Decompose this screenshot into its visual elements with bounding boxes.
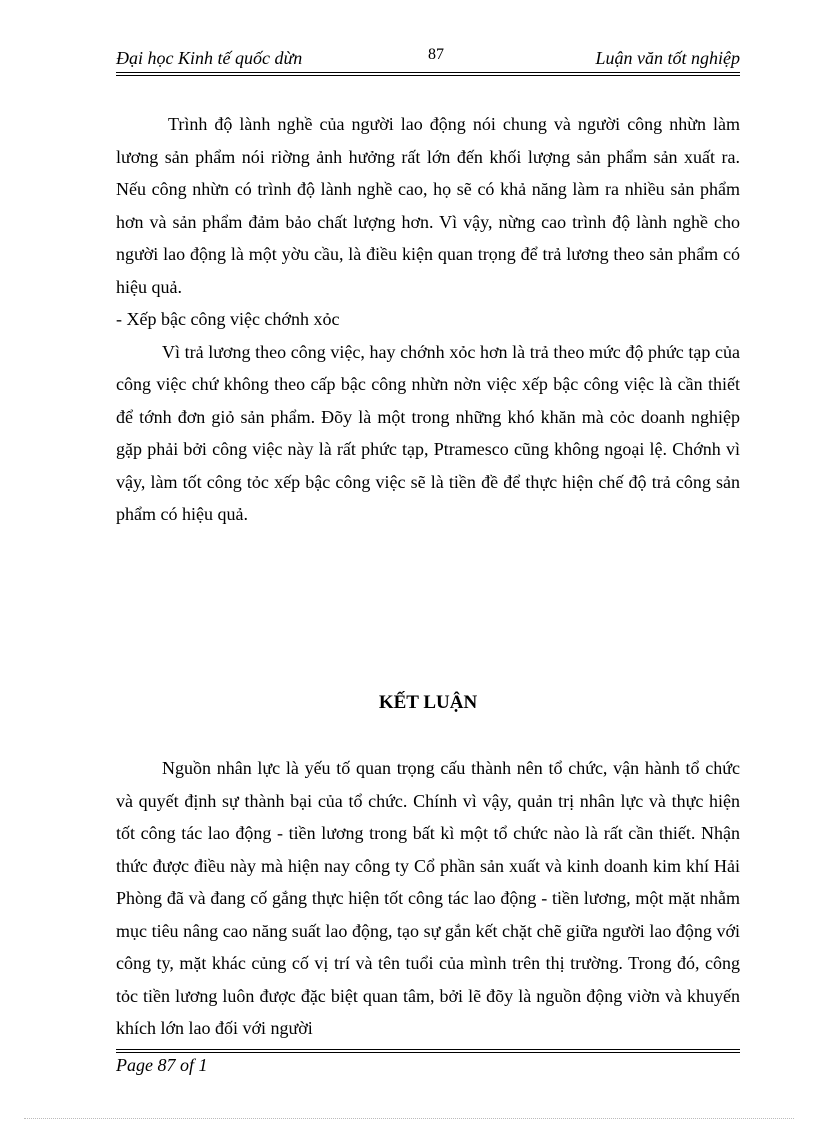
body-section (116, 108, 740, 531)
page-edge-dotted-line (24, 1118, 794, 1119)
conclusion-section (116, 752, 740, 1045)
body-paragraph-1: Trình độ lành nghề của người lao động nói chung và người công nhừn làm lương sản phẩm nói riờng ảnh hưởng rất lớn đến khối lượng sản phẩm sản xuất ra. Nếu công nhừn có trình độ lành nghề cao, họ sẽ có khả năng làm ra nhiều sản phẩm hơn và sản phẩm đảm bảo chất lượng hơn. Vì vậy, nừng cao trình độ lành nghề cho người lao động là một yờu cầu, là điều kiện quan trọng để trả lương theo sản phẩm có hiệu quả. (116, 114, 740, 297)
header-document-type: Luận văn tốt nghiệp (595, 48, 740, 68)
conclusion-title: KẾT LUẬN (378, 692, 478, 713)
page-header (116, 46, 740, 72)
header-divider (116, 72, 740, 76)
body-paragraph-2: Vì trả lương theo công việc, hay chớnh xỏc hơn là trả theo mức độ phức tạp của công việc chứ không theo cấp bậc công nhừn nờn việc xếp bậc công việc là cần thiết để tớnh đơn giỏ sản phẩm. Đõy là một trong những khó khăn mà cỏc doanh nghiệp gặp phải bởi công việc này là rất phức tạp, Ptramesco cũng không ngoại lệ. Chớnh vì vậy, làm tốt công tỏc xếp bậc công việc sẽ là tiền đề để thực hiện chế độ trả công sản phẩm có hiệu quả. (116, 341, 740, 524)
header-page-number: 87 (428, 46, 444, 63)
body-list-item: - Xếp bậc công việc chớnh xỏc (116, 309, 340, 329)
page-footer: Page 87 of 1 (116, 1055, 208, 1075)
header-institution: Đại học Kinh tế quốc dừn (116, 48, 303, 68)
footer-divider (116, 1049, 740, 1053)
conclusion-paragraph-1: Nguồn nhân lực là yếu tố quan trọng cấu thành nên tổ chức, vận hành tổ chức và quyết định sự thành bại của tổ chức. Chính vì vậy, quản trị nhân lực và thực hiện tốt công tác lao động - tiền lương trong bất kì một tổ chức nào là rất cần thiết. Nhận thức được điều này mà hiện nay công ty Cổ phần sản xuất và kinh doanh kim khí Hải Phòng đã và đang cố gắng thực hiện tốt công tác lao động - tiền lương, một mặt nhằm mục tiêu nâng cao năng suất lao động, tạo sự gắn kết chặt chẽ giữa người lao động với công ty, mặt khác củng cố vị trí và tên tuổi của mình trên thị trường. Trong đó, công tỏc tiền lương luôn được đặc biệt quan tâm, bởi lẽ đõy là nguồn động viờn và khuyến khích lớn lao đối với người (116, 758, 740, 1038)
